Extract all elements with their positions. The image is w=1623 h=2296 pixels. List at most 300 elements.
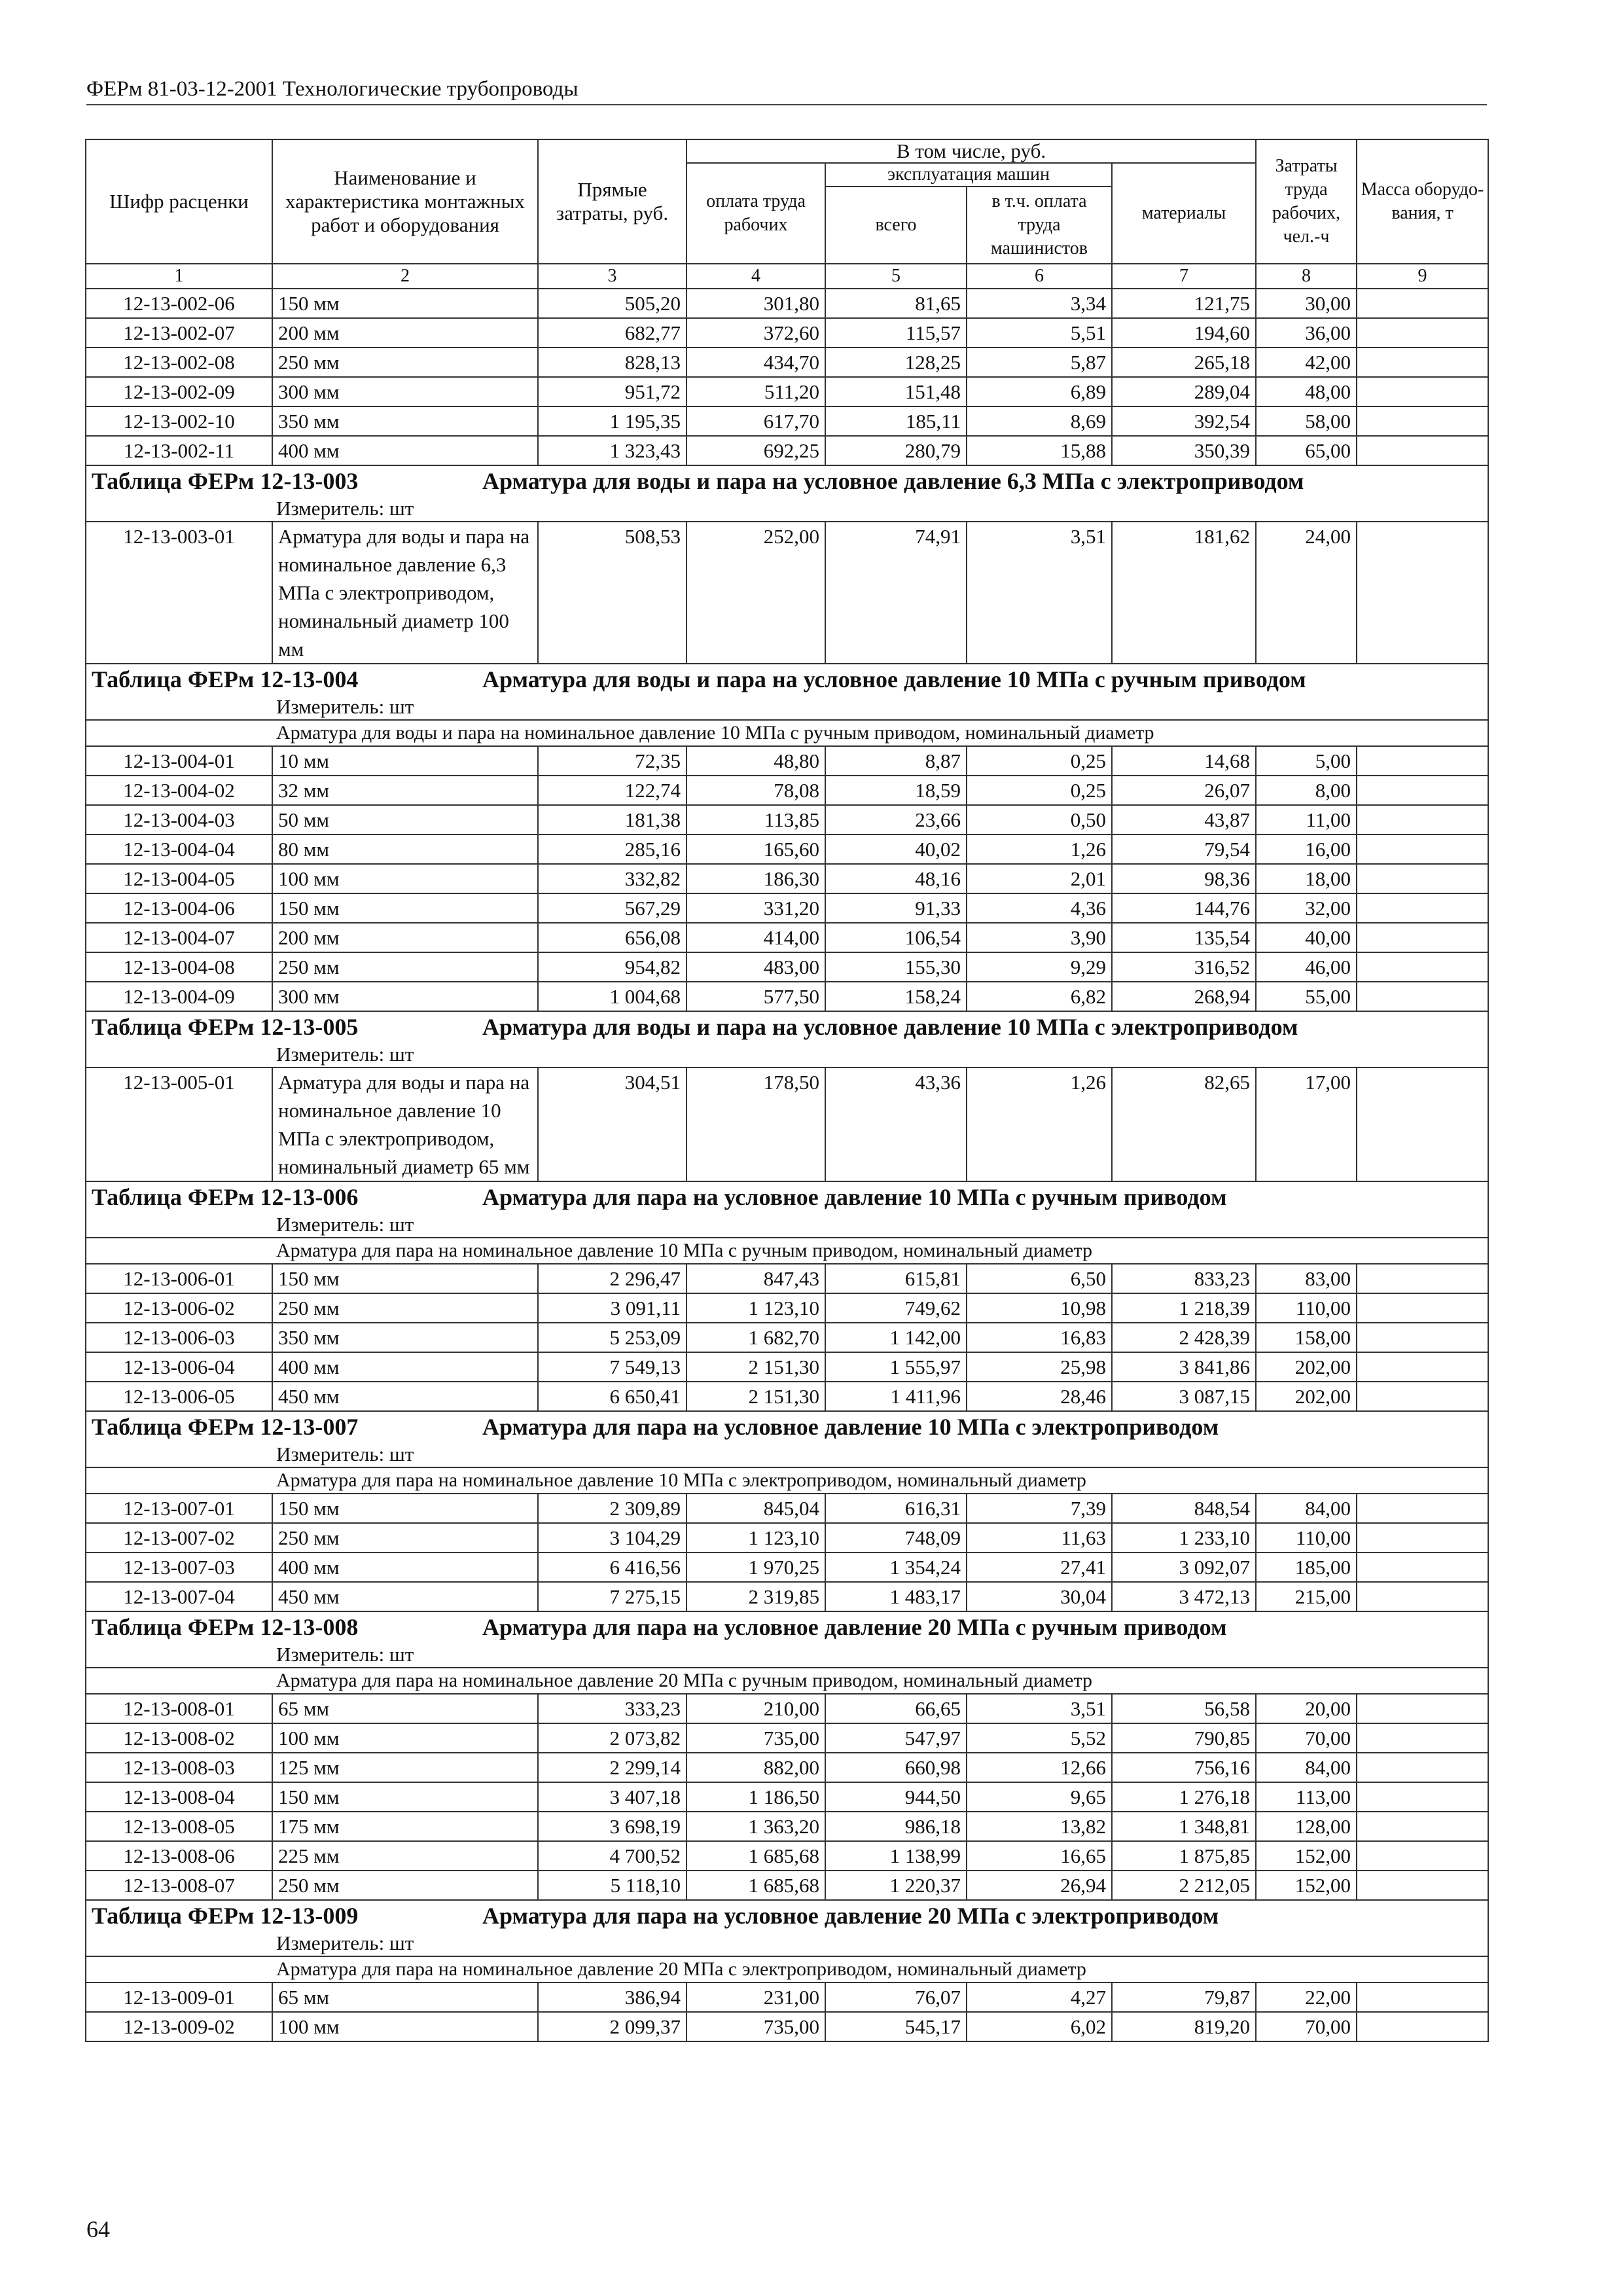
direct-costs: 6 650,41 [538,1382,687,1411]
col-number: 3 [538,264,687,289]
rate-code: 12-13-006-05 [86,1382,272,1411]
labor-pay: 2 151,30 [687,1382,825,1411]
labor-pay: 1 123,10 [687,1523,825,1552]
rate-code: 12-13-009-02 [86,2012,272,2041]
rate-code: 12-13-008-05 [86,1812,272,1841]
table-title-row [86,1011,1488,1042]
rate-code: 12-13-007-03 [86,1552,272,1582]
equipment-mass [1357,377,1488,406]
machines-total: 23,66 [825,805,967,834]
labor-pay: 414,00 [687,923,825,952]
labor-hours: 36,00 [1256,318,1357,348]
rate-code: 12-13-008-07 [86,1871,272,1900]
equipment-mass [1357,289,1488,318]
work-name: 150 мм [272,289,538,318]
machinist-pay: 12,66 [967,1753,1112,1782]
page-number: 64 [86,2216,110,2242]
work-name: 250 мм [272,952,538,982]
materials-cost: 98,36 [1112,864,1256,893]
materials-cost: 848,54 [1112,1494,1256,1523]
machines-total: 749,62 [825,1293,967,1323]
labor-hours: 70,00 [1256,1723,1357,1753]
rate-code: 12-13-008-03 [86,1753,272,1782]
machines-total: 91,33 [825,893,967,923]
materials-cost: 790,85 [1112,1723,1256,1753]
table-label: Таблица ФЕРм 12-13-004 [92,666,359,692]
equipment-mass [1357,522,1488,664]
rate-code: 12-13-007-04 [86,1582,272,1611]
rows-12-13-007 [86,1494,1488,1611]
col-header-labor: оплата труда рабочих [687,163,825,264]
rate-code: 12-13-008-02 [86,1723,272,1753]
labor-pay: 2 151,30 [687,1352,825,1382]
section-12-13-009 [86,1900,1488,1982]
machines-total: 748,09 [825,1523,967,1552]
table-title-row [86,1900,1488,1931]
table-title: Арматура для пара на условное давление 10 МПа с электроприводом [482,1414,1219,1440]
col-header-materials: материалы [1112,163,1256,264]
equipment-mass [1357,318,1488,348]
equipment-mass [1357,776,1488,805]
machines-total: 128,25 [825,348,967,377]
rate-code: 12-13-008-04 [86,1782,272,1812]
rate-code: 12-13-004-01 [86,746,272,776]
direct-costs: 1 323,43 [538,436,687,465]
col-number: 2 [272,264,538,289]
subheader-text: Арматура для пара на номинальное давление 10 МПа с ручным приводом, номинальный диаметр [86,1238,1488,1264]
table-row [86,1841,1488,1871]
machines-total: 115,57 [825,318,967,348]
materials-cost: 14,68 [1112,746,1256,776]
work-name: 350 мм [272,406,538,436]
direct-costs: 2 073,82 [538,1723,687,1753]
machines-total: 944,50 [825,1782,967,1812]
labor-hours: 5,00 [1256,746,1357,776]
equipment-mass [1357,805,1488,834]
machinist-pay: 3,51 [967,522,1112,664]
table-row [86,2012,1488,2041]
machinist-pay: 5,87 [967,348,1112,377]
col-number: 6 [967,264,1112,289]
labor-pay: 735,00 [687,1723,825,1753]
rate-code: 12-13-008-01 [86,1694,272,1723]
machinist-pay: 0,25 [967,746,1112,776]
rate-code: 12-13-005-01 [86,1067,272,1181]
rows-12-13-008 [86,1694,1488,1900]
unit-label: Измеритель: шт [86,1642,1488,1668]
col-number: 1 [86,264,272,289]
direct-costs: 954,82 [538,952,687,982]
table-title: Арматура для пара на условное давление 10 МПа с ручным приводом [482,1184,1227,1210]
materials-cost: 1 276,18 [1112,1782,1256,1812]
labor-pay: 1 685,68 [687,1841,825,1871]
labor-pay: 511,20 [687,377,825,406]
table-title: Арматура для пара на условное давление 20 МПа с ручным приводом [482,1614,1227,1640]
direct-costs: 5 253,09 [538,1323,687,1352]
machinist-pay: 6,82 [967,982,1112,1011]
machinist-pay: 1,26 [967,834,1112,864]
rate-code: 12-13-003-01 [86,522,272,664]
unit-label: Измеритель: шт [86,1042,1488,1067]
table-title-row [86,1611,1488,1642]
table-row [86,289,1488,318]
labor-hours: 42,00 [1256,348,1357,377]
labor-hours: 24,00 [1256,522,1357,664]
labor-pay: 1 682,70 [687,1323,825,1352]
machines-total: 81,65 [825,289,967,318]
table-row [86,522,1488,664]
equipment-mass [1357,1382,1488,1411]
col-header-hours: Затраты труда рабочих, чел.-ч [1256,139,1357,264]
machinist-pay: 3,51 [967,1694,1112,1723]
work-name: 450 мм [272,1582,538,1611]
direct-costs: 386,94 [538,1982,687,2012]
table-row [86,1293,1488,1323]
machinist-pay: 3,34 [967,289,1112,318]
materials-cost: 265,18 [1112,348,1256,377]
labor-pay: 1 123,10 [687,1293,825,1323]
work-name: 400 мм [272,1552,538,1582]
machinist-pay: 27,41 [967,1552,1112,1582]
work-name: 65 мм [272,1694,538,1723]
work-name: 400 мм [272,436,538,465]
equipment-mass [1357,864,1488,893]
machines-total: 74,91 [825,522,967,664]
table-row [86,1264,1488,1293]
direct-costs: 505,20 [538,289,687,318]
labor-hours: 202,00 [1256,1382,1357,1411]
labor-hours: 65,00 [1256,436,1357,465]
labor-pay: 692,25 [687,436,825,465]
labor-pay: 113,85 [687,805,825,834]
rate-code: 12-13-002-07 [86,318,272,348]
table-title: Арматура для воды и пара на условное давление 6,3 МПа с электроприводом [482,468,1304,494]
table-row [86,1582,1488,1611]
subheader-row [86,720,1488,746]
machines-total: 155,30 [825,952,967,982]
table-row [86,348,1488,377]
equipment-mass [1357,952,1488,982]
direct-costs: 5 118,10 [538,1871,687,1900]
direct-costs: 1 004,68 [538,982,687,1011]
labor-hours: 84,00 [1256,1494,1357,1523]
machines-total: 545,17 [825,2012,967,2041]
direct-costs: 6 416,56 [538,1552,687,1582]
unit-label: Измеритель: шт [86,1212,1488,1238]
section-12-13-006 [86,1181,1488,1264]
labor-pay: 372,60 [687,318,825,348]
machines-total: 1 354,24 [825,1552,967,1582]
table-row [86,377,1488,406]
col-header-mass: Масса оборудо-вания, т [1357,139,1488,264]
materials-cost: 3 472,13 [1112,1582,1256,1611]
work-name: 100 мм [272,1723,538,1753]
materials-cost: 819,20 [1112,2012,1256,2041]
equipment-mass [1357,923,1488,952]
machines-total: 1 138,99 [825,1841,967,1871]
machines-total: 616,31 [825,1494,967,1523]
machines-total: 1 411,96 [825,1382,967,1411]
table-row [86,776,1488,805]
labor-hours: 110,00 [1256,1293,1357,1323]
running-header: ФЕРм 81-03-12-2001 Технологические трубопроводы [86,77,1487,105]
machines-total: 986,18 [825,1812,967,1841]
direct-costs: 3 104,29 [538,1523,687,1552]
subheader-row [86,1956,1488,1982]
labor-hours: 8,00 [1256,776,1357,805]
unit-label: Измеритель: шт [86,1931,1488,1956]
labor-pay: 483,00 [687,952,825,982]
work-name: 300 мм [272,377,538,406]
rate-code: 12-13-007-01 [86,1494,272,1523]
work-name: 250 мм [272,1293,538,1323]
table-row [86,436,1488,465]
labor-pay: 252,00 [687,522,825,664]
labor-pay: 617,70 [687,406,825,436]
labor-hours: 84,00 [1256,1753,1357,1782]
work-name: 225 мм [272,1841,538,1871]
equipment-mass [1357,834,1488,864]
table-row [86,1871,1488,1900]
col-number: 5 [825,264,967,289]
equipment-mass [1357,982,1488,1011]
machines-total: 76,07 [825,1982,967,2012]
materials-cost: 2 428,39 [1112,1323,1256,1352]
machinist-pay: 16,65 [967,1841,1112,1871]
labor-pay: 1 970,25 [687,1552,825,1582]
col-header-machinists: в т.ч. оплата труда машинистов [967,187,1112,264]
work-name: Арматура для воды и пара на номинальное давление 10 МПа с электроприводом, номинальный диаметр 65 мм [272,1067,538,1181]
labor-pay: 735,00 [687,2012,825,2041]
table-label: Таблица ФЕРм 12-13-009 [92,1903,359,1929]
unit-row [86,1442,1488,1467]
materials-cost: 1 218,39 [1112,1293,1256,1323]
equipment-mass [1357,1067,1488,1181]
direct-costs: 567,29 [538,893,687,923]
labor-pay: 847,43 [687,1264,825,1293]
direct-costs: 332,82 [538,864,687,893]
norms-table [85,139,1489,2042]
table-label: Таблица ФЕРм 12-13-008 [92,1614,359,1640]
machinist-pay: 26,94 [967,1871,1112,1900]
direct-costs: 7 275,15 [538,1582,687,1611]
direct-costs: 2 099,37 [538,2012,687,2041]
equipment-mass [1357,746,1488,776]
materials-cost: 3 841,86 [1112,1352,1256,1382]
table-row [86,1812,1488,1841]
machines-total: 1 483,17 [825,1582,967,1611]
rate-code: 12-13-004-05 [86,864,272,893]
table-row [86,1782,1488,1812]
equipment-mass [1357,893,1488,923]
work-name: 100 мм [272,864,538,893]
machinist-pay: 11,63 [967,1523,1112,1552]
rate-code: 12-13-009-01 [86,1982,272,2012]
materials-cost: 82,65 [1112,1067,1256,1181]
labor-hours: 158,00 [1256,1323,1357,1352]
table-title-row [86,664,1488,694]
subheader-text: Арматура для пара на номинальное давление 20 МПа с электроприводом, номинальный диаметр [86,1956,1488,1982]
work-name: 150 мм [272,1782,538,1812]
unit-label: Измеритель: шт [86,1442,1488,1467]
table-row [86,982,1488,1011]
labor-hours: 185,00 [1256,1552,1357,1582]
machines-total: 660,98 [825,1753,967,1782]
materials-cost: 2 212,05 [1112,1871,1256,1900]
materials-cost: 79,54 [1112,834,1256,864]
work-name: 250 мм [272,1871,538,1900]
labor-pay: 434,70 [687,348,825,377]
materials-cost: 268,94 [1112,982,1256,1011]
direct-costs: 333,23 [538,1694,687,1723]
equipment-mass [1357,1352,1488,1382]
labor-pay: 301,80 [687,289,825,318]
col-number: 7 [1112,264,1256,289]
unit-row [86,1642,1488,1668]
rate-code: 12-13-002-10 [86,406,272,436]
rows-12-13-004 [86,746,1488,1011]
labor-hours: 215,00 [1256,1582,1357,1611]
machinist-pay: 0,25 [967,776,1112,805]
materials-cost: 135,54 [1112,923,1256,952]
table-row [86,1382,1488,1411]
machinist-pay: 2,01 [967,864,1112,893]
labor-hours: 16,00 [1256,834,1357,864]
labor-hours: 202,00 [1256,1352,1357,1382]
unit-row [86,1042,1488,1067]
table-row [86,1982,1488,2012]
materials-cost: 392,54 [1112,406,1256,436]
direct-costs: 3 698,19 [538,1812,687,1841]
rate-code: 12-13-006-01 [86,1264,272,1293]
equipment-mass [1357,1552,1488,1582]
machinist-pay: 7,39 [967,1494,1112,1523]
table-row [86,952,1488,982]
unit-row [86,1931,1488,1956]
work-name: 150 мм [272,893,538,923]
labor-hours: 22,00 [1256,1982,1357,2012]
materials-cost: 833,23 [1112,1264,1256,1293]
machinist-pay: 6,89 [967,377,1112,406]
labor-hours: 70,00 [1256,2012,1357,2041]
table-label: Таблица ФЕРм 12-13-006 [92,1184,359,1210]
work-name: 250 мм [272,1523,538,1552]
table-row [86,1494,1488,1523]
work-name: 250 мм [272,348,538,377]
equipment-mass [1357,348,1488,377]
table-row [86,1753,1488,1782]
equipment-mass [1357,1323,1488,1352]
table-row [86,1067,1488,1181]
machinist-pay: 16,83 [967,1323,1112,1352]
equipment-mass [1357,1293,1488,1323]
machines-total: 66,65 [825,1694,967,1723]
rate-code: 12-13-006-04 [86,1352,272,1382]
equipment-mass [1357,1871,1488,1900]
rate-code: 12-13-002-09 [86,377,272,406]
table-row [86,406,1488,436]
col-header-incl: В том числе, руб. [687,139,1256,163]
section-12-13-002 [86,289,1488,465]
materials-cost: 26,07 [1112,776,1256,805]
machinist-pay: 8,69 [967,406,1112,436]
materials-cost: 1 233,10 [1112,1523,1256,1552]
table-title: Арматура для пара на условное давление 20 МПа с электроприводом [482,1903,1219,1929]
direct-costs: 181,38 [538,805,687,834]
work-name: 10 мм [272,746,538,776]
work-name: 200 мм [272,318,538,348]
section-12-13-007 [86,1411,1488,1494]
labor-pay: 2 319,85 [687,1582,825,1611]
equipment-mass [1357,1982,1488,2012]
table-label: Таблица ФЕРм 12-13-005 [92,1014,359,1040]
labor-pay: 1 186,50 [687,1782,825,1812]
direct-costs: 951,72 [538,377,687,406]
labor-pay: 210,00 [687,1694,825,1723]
table-row [86,318,1488,348]
rows-12-13-005 [86,1067,1488,1181]
work-name: 32 мм [272,776,538,805]
rate-code: 12-13-007-02 [86,1523,272,1552]
labor-pay: 1 363,20 [687,1812,825,1841]
machinist-pay: 4,36 [967,893,1112,923]
work-name: 50 мм [272,805,538,834]
direct-costs: 2 309,89 [538,1494,687,1523]
rows-12-13-003 [86,522,1488,664]
table-title-row [86,465,1488,496]
col-number: 9 [1357,264,1488,289]
unit-row [86,496,1488,522]
labor-pay: 186,30 [687,864,825,893]
materials-cost: 79,87 [1112,1982,1256,2012]
section-12-13-004 [86,664,1488,746]
machines-total: 43,36 [825,1067,967,1181]
table-title: Арматура для воды и пара на условное давление 10 МПа с электроприводом [482,1014,1298,1040]
labor-hours: 83,00 [1256,1264,1357,1293]
direct-costs: 2 296,47 [538,1264,687,1293]
machines-total: 280,79 [825,436,967,465]
subheader-text: Арматура для пара на номинальное давление 10 МПа с электроприводом, номинальный диаметр [86,1467,1488,1494]
machinist-pay: 28,46 [967,1382,1112,1411]
col-header-machines: эксплуатация машин [825,163,1112,187]
direct-costs: 4 700,52 [538,1841,687,1871]
machinist-pay: 30,04 [967,1582,1112,1611]
labor-hours: 18,00 [1256,864,1357,893]
labor-pay: 78,08 [687,776,825,805]
labor-pay: 882,00 [687,1753,825,1782]
equipment-mass [1357,1694,1488,1723]
machinist-pay: 15,88 [967,436,1112,465]
column-number-row [86,264,1488,289]
col-number: 4 [687,264,825,289]
labor-hours: 17,00 [1256,1067,1357,1181]
rate-code: 12-13-008-06 [86,1841,272,1871]
materials-cost: 289,04 [1112,377,1256,406]
equipment-mass [1357,1753,1488,1782]
unit-label: Измеритель: шт [86,694,1488,720]
labor-pay: 48,80 [687,746,825,776]
table-row [86,1323,1488,1352]
machinist-pay: 1,26 [967,1067,1112,1181]
direct-costs: 828,13 [538,348,687,377]
rate-code: 12-13-004-07 [86,923,272,952]
machines-total: 151,48 [825,377,967,406]
machinist-pay: 9,29 [967,952,1112,982]
machines-total: 615,81 [825,1264,967,1293]
machines-total: 1 555,97 [825,1352,967,1382]
materials-cost: 194,60 [1112,318,1256,348]
materials-cost: 181,62 [1112,522,1256,664]
